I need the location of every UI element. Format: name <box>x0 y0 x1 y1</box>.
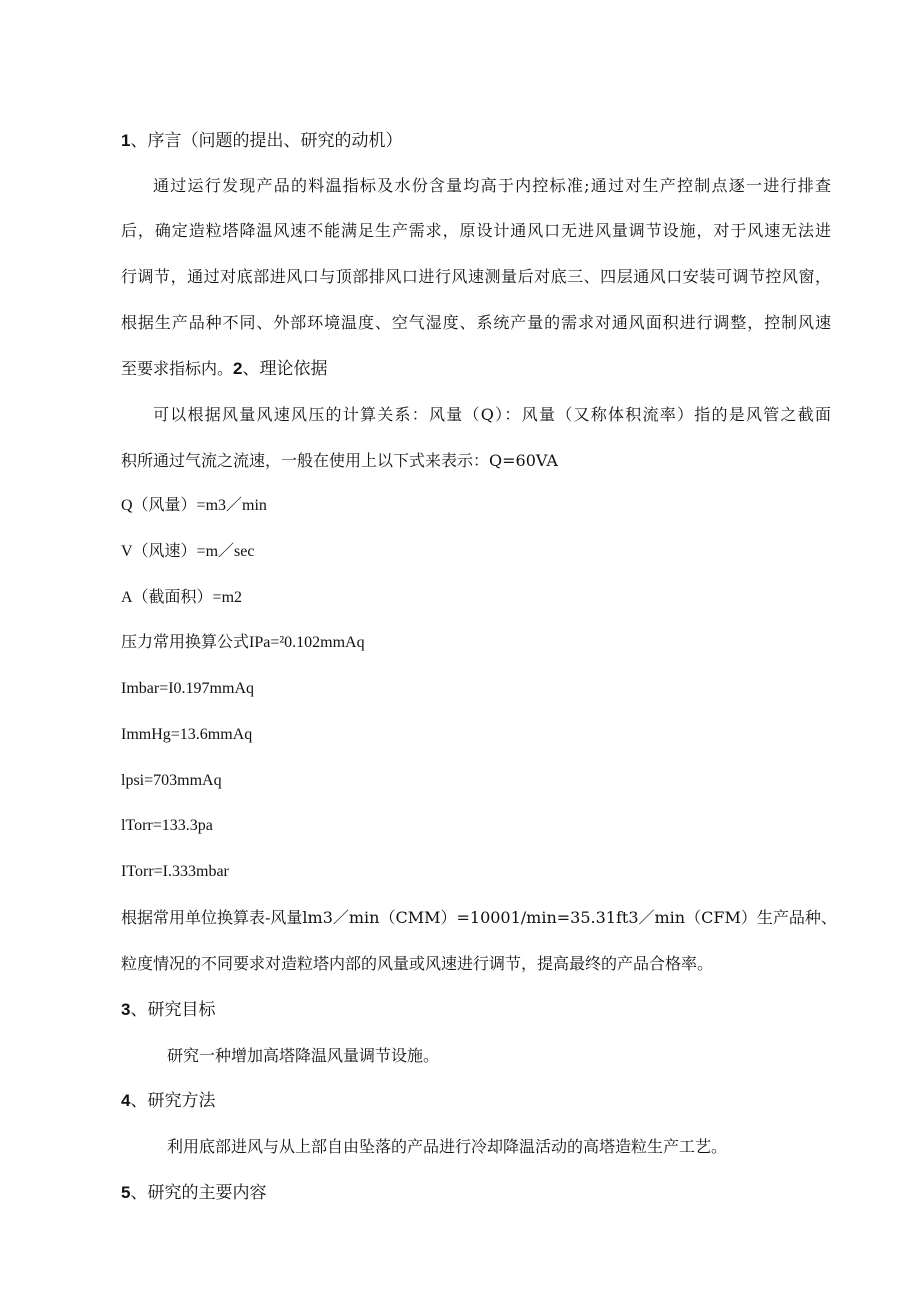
section-5-title: 、研究的主要内容 <box>130 1183 267 1203</box>
section-1-last-line <box>121 359 327 379</box>
formula-pressure-mbar: Imbar=I0.197mmAq <box>121 680 254 697</box>
section-4-number: 4 <box>121 1091 131 1110</box>
section-1-line-3: 行调节，通过对底部进风口与顶部排风口进行风速测量后对底三、四层通风口安装可调节控风窗， <box>121 267 831 286</box>
section-2-tail-line-2: 粒度情况的不同要求对造粒塔内部的风量或风速进行调节，提高最终的产品合格率。 <box>121 954 714 973</box>
section-4-title: 、研究方法 <box>130 1091 216 1111</box>
section-2-title: 、理论依据 <box>242 359 328 379</box>
formula-area: A（截面积）=m2 <box>121 589 243 606</box>
section-1-line-4: 根据生产品种不同、外部环境温度、空气湿度、系统产量的需求对通风面积进行调整，控制风速 <box>121 313 831 332</box>
formula-velocity: V（风速）=m／sec <box>121 543 255 560</box>
section-4-body: 利用底部进风与从上部自由坠落的产品进行冷却降温活动的高塔造粒生产工艺。 <box>167 1137 728 1156</box>
section-1-title: 、序言（问题的提出、研究的动机） <box>130 131 403 151</box>
formula-pressure-torr-pa: lTorr=133.3pa <box>121 817 213 834</box>
section-3-title: 、研究目标 <box>130 1000 216 1020</box>
section-5-heading <box>121 1183 266 1203</box>
formula-pressure-pa: 压力常用换算公式IPa=²0.102mmAq <box>121 634 365 651</box>
section-3-number: 3 <box>121 1000 131 1019</box>
section-5-number: 5 <box>121 1183 131 1202</box>
section-3-body: 研究一种增加高塔降温风量调节设施。 <box>167 1046 440 1065</box>
section-1-line-1: 通过运行发现产品的料温指标及水份含量均高于内控标准;通过对生产控制点逐一进行排查 <box>153 176 831 195</box>
formula-airflow: Q（风量）=m3／min <box>121 497 267 514</box>
section-4-heading <box>121 1091 215 1111</box>
formula-pressure-psi: lpsi=703mmAq <box>121 772 222 789</box>
formula-pressure-mmhg: ImmHg=13.6mmAq <box>121 726 253 743</box>
section-1-number: 1 <box>121 131 131 150</box>
section-1-heading <box>121 131 402 151</box>
section-3-heading <box>121 1000 215 1020</box>
formula-pressure-torr-mbar: ITorr=I.333mbar <box>121 863 229 880</box>
section-2-number: 2 <box>233 359 243 378</box>
section-2-line-2: 积所通过气流之流速，一般在使用上以下式来表示：Q=60VA <box>121 451 558 470</box>
section-2-line-1: 可以根据风量风速风压的计算关系：风量（Q）：风量（又称体积流率）指的是风管之截面 <box>153 405 831 424</box>
section-2-tail-line-1: 根据常用单位换算表-风量lm3／min（CMM）=10001/min=35.31ft3／min（CFM）生产品种、 <box>121 908 837 927</box>
section-1-line-5: 至要求指标内。 <box>121 359 234 378</box>
section-1-line-2: 后，确定造粒塔降温风速不能满足生产需求，原设计通风口无进风量调节设施，对于风速无法进 <box>121 221 831 240</box>
